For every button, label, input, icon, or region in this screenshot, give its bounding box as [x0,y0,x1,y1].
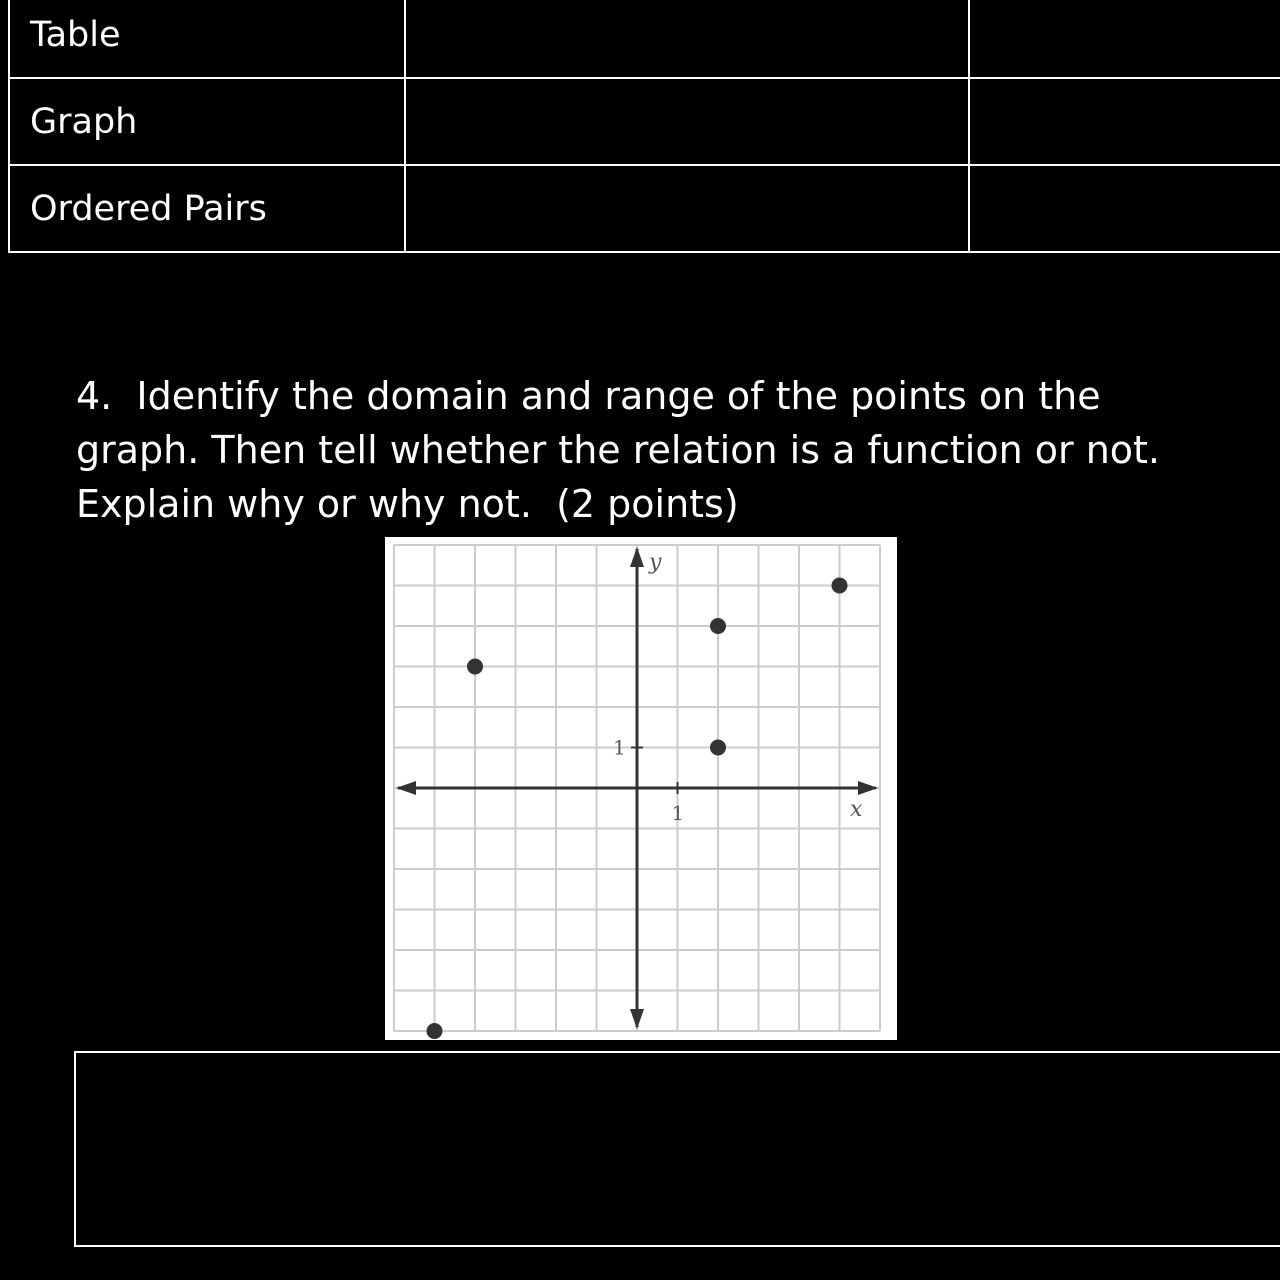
table-row [9,165,1280,252]
representations-table [8,0,1280,253]
answer-box[interactable] [74,1051,1280,1247]
data-point [467,659,483,675]
table-row [9,0,1280,78]
data-point [427,1023,443,1039]
x-axis-arrow-left [396,781,416,795]
y-axis-arrow-top [630,547,644,567]
question-text: 4. Identify the domain and range of the points on the graph. Then tell whether the relation is a function or not. Explain why or why not. (2 points) [76,374,1185,526]
answer-cell[interactable] [405,165,969,252]
x-tick-label: 1 [671,801,685,825]
answer-cell[interactable] [969,0,1280,78]
row-label-table: Table [9,0,405,78]
y-tick-label: 1 [613,735,626,760]
y-axis-arrow-bottom [630,1009,644,1029]
data-point [710,740,726,756]
data-point [832,578,848,594]
graph-svg [385,537,897,1040]
coordinate-graph [385,537,897,1040]
row-label-graph: Graph [9,78,405,165]
answer-cell[interactable] [969,78,1280,165]
row-label-ordered-pairs: Ordered Pairs [9,165,405,252]
answer-cell[interactable] [405,0,969,78]
answer-cell[interactable] [405,78,969,165]
axes [396,547,878,1029]
table-row [9,78,1280,165]
data-point [710,618,726,634]
x-axis-label: x [850,797,863,822]
answer-cell[interactable] [969,165,1280,252]
x-axis-arrow-right [858,781,878,795]
y-axis-label: y [649,550,662,575]
